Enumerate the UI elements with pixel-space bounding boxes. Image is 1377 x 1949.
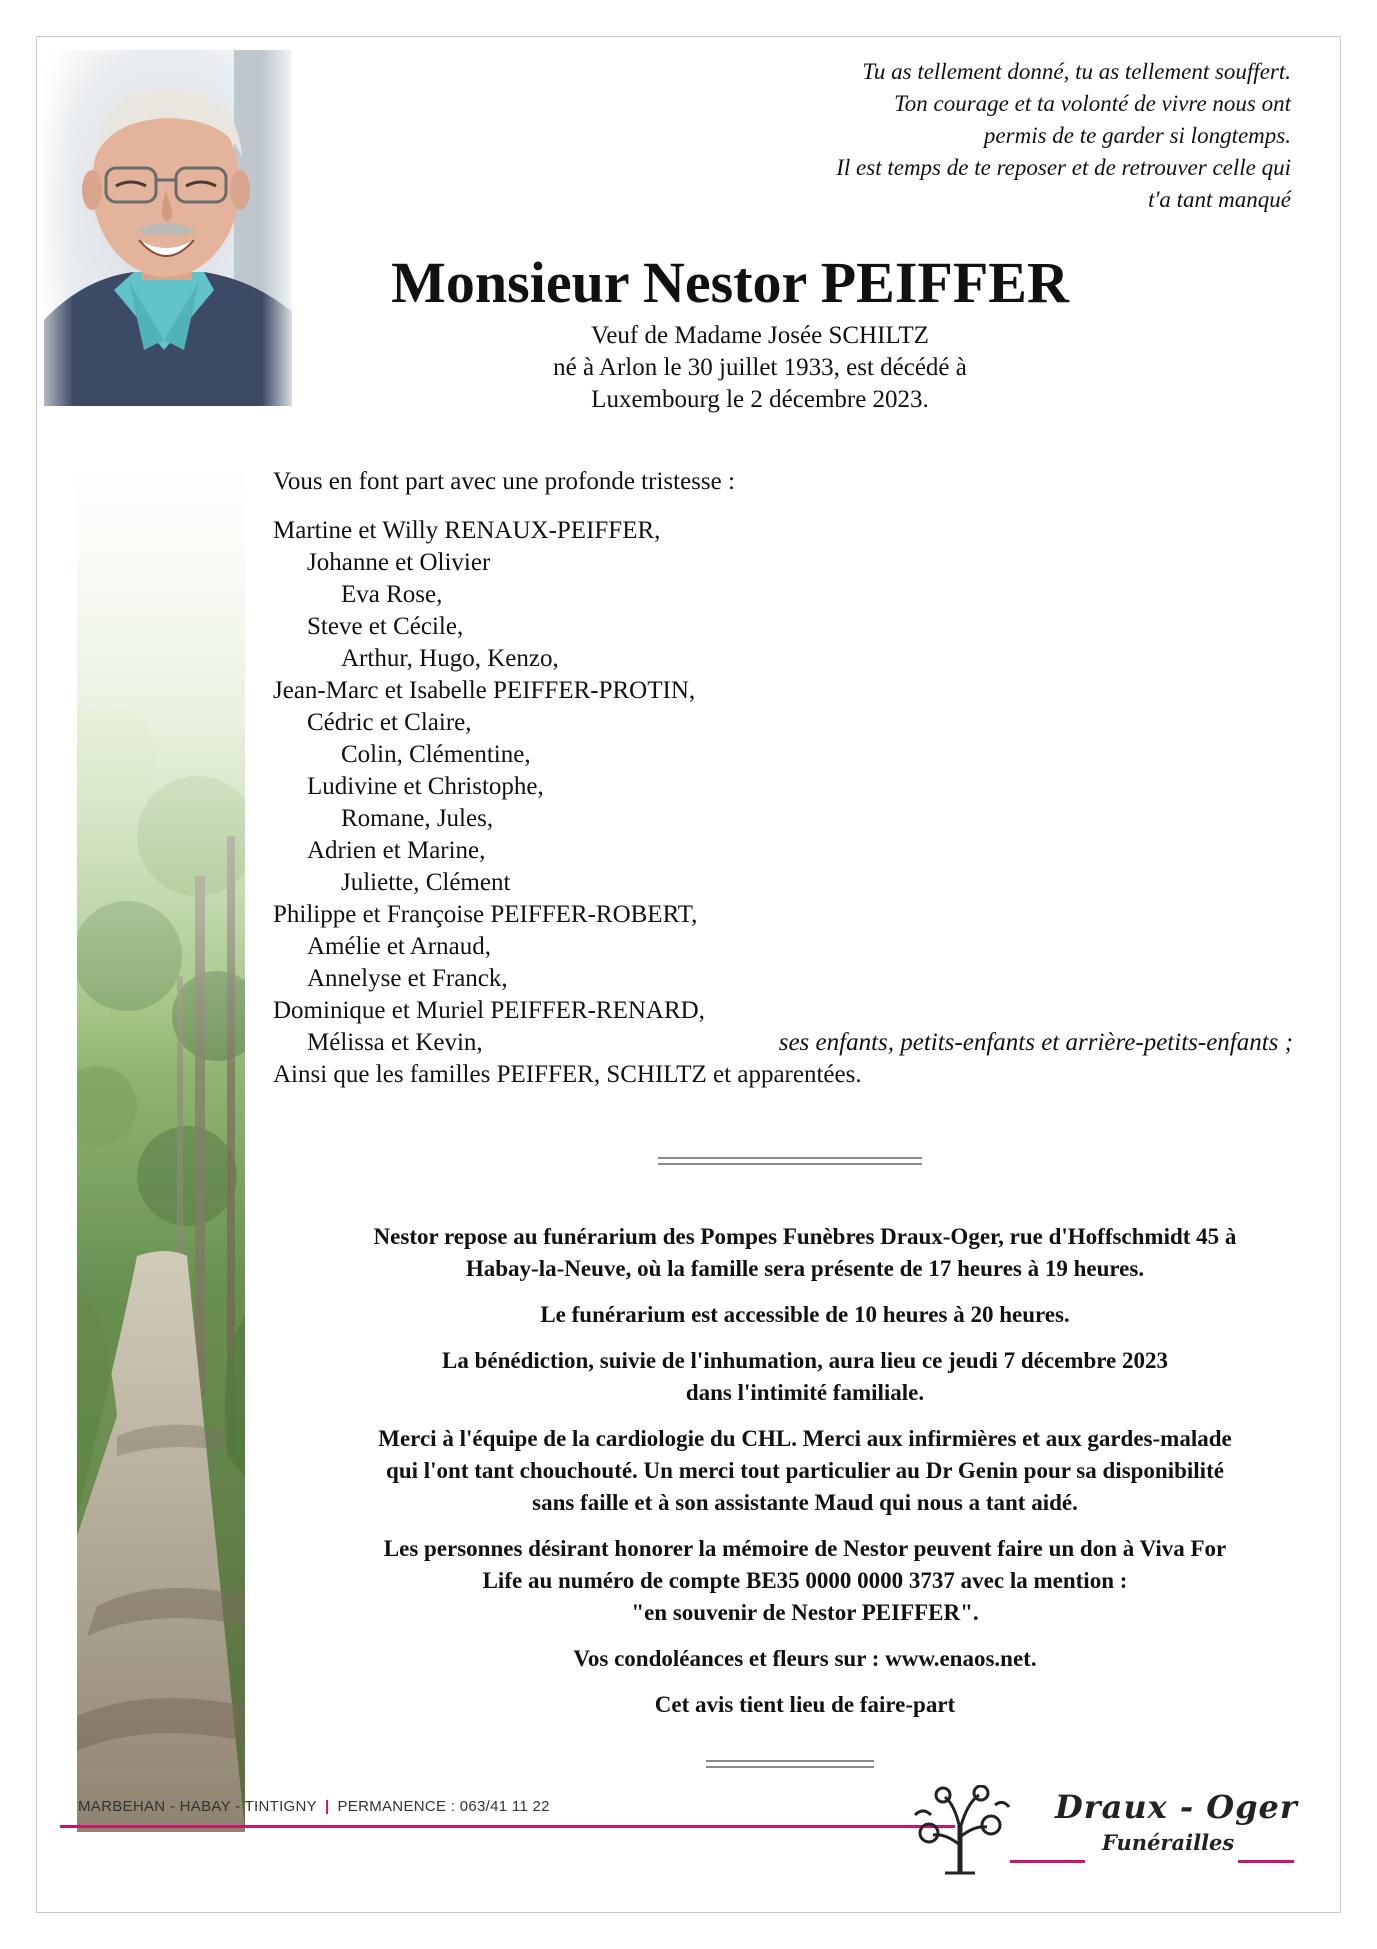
info-line: Habay-la-Neuve, où la famille sera présente de 17 heures à 19 heures. [465, 1256, 1145, 1281]
family-line [273, 707, 1293, 739]
family-line-text: Juliette, Clément [341, 869, 511, 896]
family-line-text: Ludivine et Christophe, [307, 773, 544, 800]
portrait-photo [44, 50, 292, 406]
logo-name: Draux - Oger [1055, 1788, 1298, 1826]
family-list [273, 515, 1293, 1091]
family-line-text: Cédric et Claire, [307, 709, 472, 736]
family-line-text: Amélie et Arnaud, [307, 933, 491, 960]
family-line-text: Eva Rose, [341, 581, 443, 608]
family-line-text: Johanne et Olivier [307, 549, 491, 576]
condolences-link[interactable]: Vos condoléances et fleurs sur : www.enaos.net. [573, 1646, 1037, 1671]
family-line-text: Jean-Marc et Isabelle PEIFFER-PROTIN, [273, 677, 696, 704]
family-line-text: Annelyse et Franck, [307, 965, 508, 992]
poem-line: Tu as tellement donné, tu as tellement souffert. [862, 59, 1291, 84]
info-paragraph-ceremony [270, 1345, 1340, 1409]
footer-accent-line [1238, 1860, 1294, 1863]
info-line: dans l'intimité familiale. [685, 1380, 925, 1405]
family-line-text: Mélissa et Kevin, [307, 1029, 483, 1056]
info-line: Cet avis tient lieu de faire-part [654, 1692, 956, 1717]
deceased-detail-line: Veuf de Madame Josée SCHILTZ [591, 322, 929, 349]
info-line: Nestor repose au funérarium des Pompes Funèbres Draux-Oger, rue d'Hoffschmidt 45 à [373, 1224, 1237, 1249]
info-paragraph-hours [270, 1299, 1340, 1331]
info-paragraph-donation [270, 1533, 1340, 1629]
family-line [273, 771, 1293, 803]
deceased-detail-line: Luxembourg le 2 décembre 2023. [591, 386, 929, 413]
footer-contact [78, 1798, 550, 1815]
family-line-text: Romane, Jules, [341, 805, 494, 832]
info-line: La bénédiction, suivie de l'inhumation, aura lieu ce jeudi 7 décembre 2023 [441, 1348, 1168, 1373]
family-line [273, 675, 1293, 707]
family-line [273, 899, 1293, 931]
family-line [273, 547, 1293, 579]
family-line-text: Ainsi que les familles PEIFFER, SCHILTZ et apparentées. [273, 1061, 862, 1088]
tree-logo-icon [905, 1785, 1015, 1875]
family-line [273, 963, 1293, 995]
info-paragraph-notice [270, 1689, 1340, 1721]
deceased-details [330, 320, 1190, 416]
family-line [273, 803, 1293, 835]
footer-permanence: PERMANENCE : 063/41 11 22 [337, 1798, 550, 1815]
logo-subtitle: Funérailles [1102, 1830, 1235, 1855]
info-paragraph-funerarium [270, 1221, 1340, 1285]
family-relation-note: ses enfants, petits-enfants et arrière-petits-enfants ; [778, 1029, 1293, 1056]
info-line: Le funérarium est accessible de 10 heures à 20 heures. [540, 1302, 1070, 1327]
family-line [273, 579, 1293, 611]
info-line: qui l'ont tant chouchouté. Un merci tout particulier au Dr Genin pour sa disponibilité [386, 1458, 1224, 1483]
family-line [273, 931, 1293, 963]
poem-line: Ton courage et ta volonté de vivre nous ont [894, 91, 1291, 116]
family-line [273, 867, 1293, 899]
info-paragraph-thanks [270, 1423, 1340, 1519]
footer-locations: MARBEHAN - HABAY - TINTIGNY [78, 1798, 317, 1815]
poem-line: Il est temps de te reposer et de retrouver celle qui [836, 155, 1291, 180]
family-line [273, 739, 1293, 771]
family-line [273, 611, 1293, 643]
info-line: "en souvenir de Nestor PEIFFER". [631, 1600, 979, 1625]
family-line-text: Philippe et Françoise PEIFFER-ROBERT, [273, 901, 698, 928]
footer-accent-line [1010, 1860, 1085, 1863]
footer-separator: | [324, 1798, 330, 1815]
deceased-name: Monsieur Nestor PEIFFER [391, 250, 1069, 315]
poem-line: t'a tant manqué [1148, 187, 1291, 212]
family-line-text: Colin, Clémentine, [341, 741, 531, 768]
family-line [273, 995, 1293, 1027]
info-paragraph-condolences [270, 1643, 1340, 1675]
info-line: Les personnes désirant honorer la mémoire de Nestor peuvent faire un don à Viva For [383, 1536, 1227, 1561]
family-line [273, 1059, 1293, 1091]
footer-accent-line [60, 1825, 955, 1828]
info-line: Merci à l'équipe de la cardiologie du CHL. Merci aux infirmières et aux gardes-malade [378, 1426, 1232, 1451]
info-line: Life au numéro de compte BE35 0000 0000 3737 avec la mention : [482, 1568, 1128, 1593]
family-line [273, 1027, 1293, 1059]
family-line-text: Steve et Cécile, [307, 613, 464, 640]
poem-line: permis de te garder si longtemps. [983, 123, 1291, 148]
poem [651, 56, 1291, 216]
info-line: sans faille et à son assistante Maud qui nous a tant aidé. [532, 1490, 1078, 1515]
family-line-text: Dominique et Muriel PEIFFER-RENARD, [273, 997, 705, 1024]
double-line-separator [706, 1760, 874, 1768]
double-line-separator [658, 1157, 922, 1165]
family-line [273, 643, 1293, 675]
family-line-text: Martine et Willy RENAUX-PEIFFER, [273, 517, 661, 544]
family-line-text: Adrien et Marine, [307, 837, 486, 864]
intro-text: Vous en font part avec une profonde tristesse : [273, 468, 735, 495]
family-line [273, 835, 1293, 867]
funeral-info [270, 1221, 1340, 1735]
family-line-text: Arthur, Hugo, Kenzo, [341, 645, 559, 672]
forest-path-image [77, 456, 245, 1832]
deceased-detail-line: né à Arlon le 30 juillet 1933, est décédé à [553, 354, 967, 381]
family-line [273, 515, 1293, 547]
